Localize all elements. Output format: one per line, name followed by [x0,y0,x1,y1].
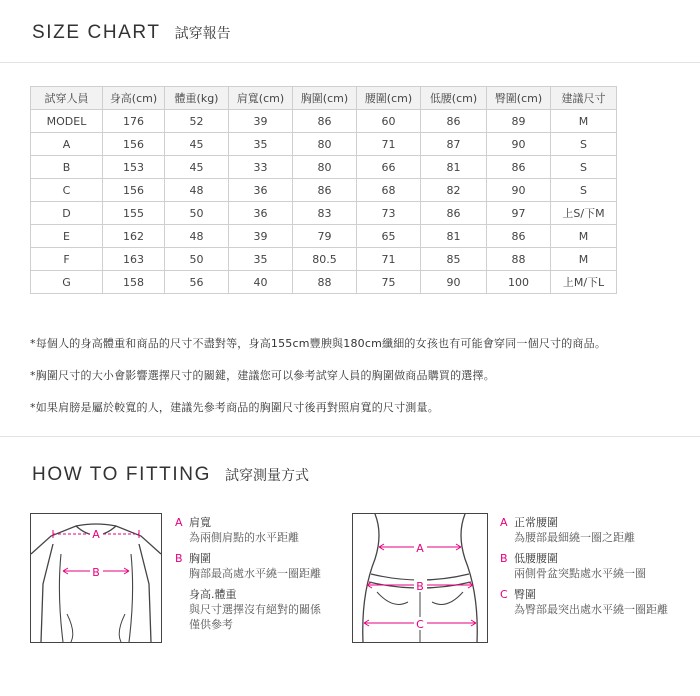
table-header-row [31,87,617,110]
table-cell: 86 [421,202,487,225]
table-cell: 35 [229,133,293,156]
table-cell: 35 [229,248,293,271]
table-cell: 39 [229,225,293,248]
note-3: *如果肩膀是屬於較寬的人，建議先參考商品的胸圍尺寸後再對照肩寬的尺寸測量。 [30,401,439,414]
table-cell: 73 [357,202,421,225]
legend-key: B [500,552,508,565]
legend-title: 身高.體重 [189,588,237,601]
tester-name-cell: B [31,156,103,179]
table-row [31,202,617,225]
column-header: 臀圍(cm) [487,87,551,110]
table-cell: 71 [357,248,421,271]
table-cell: 176 [103,110,165,133]
table-cell: 158 [103,271,165,294]
tester-name-cell: A [31,133,103,156]
table-cell: 52 [165,110,229,133]
column-header: 胸圍(cm) [293,87,357,110]
table-cell: 80 [293,133,357,156]
how-to-header [32,464,309,486]
table-cell: 80 [293,156,357,179]
legend-desc: 為臀部最突出處水平繞一圈距離 [514,603,668,616]
table-cell: 88 [487,248,551,271]
table-cell: 71 [357,133,421,156]
table-cell: 45 [165,156,229,179]
table-cell: 83 [293,202,357,225]
tester-name-cell: G [31,271,103,294]
marker-a: A [416,542,424,555]
table-cell: 81 [421,225,487,248]
table-cell: 156 [103,179,165,202]
table-row [31,248,617,271]
table-cell: S [551,133,617,156]
legend-item [500,587,668,617]
table-cell: 56 [165,271,229,294]
table-cell: 82 [421,179,487,202]
table-cell: 86 [487,156,551,179]
table-cell: 60 [357,110,421,133]
bottom-body-illustration [353,514,487,642]
table-cell: 50 [165,248,229,271]
note-1: *每個人的身高體重和商品的尺寸不盡對等，身高155cm豐腴與180cm纖細的女孩也有可能會穿同一個尺寸的商品。 [30,337,607,350]
legend-desc: 與尺寸選擇沒有絕對的關係 [189,603,321,616]
table-row [31,156,617,179]
legend-item [175,587,321,632]
tester-name-cell: MODEL [31,110,103,133]
tester-name-cell: C [31,179,103,202]
size-table [30,86,617,294]
table-cell: 90 [487,179,551,202]
column-header: 試穿人員 [31,87,103,110]
legend-title: 正常腰圍 [514,516,558,529]
table-cell: 155 [103,202,165,225]
table-cell: 80.5 [293,248,357,271]
table-cell: 68 [357,179,421,202]
size-chart-header [32,22,231,44]
legend-item [500,551,668,581]
marker-c: C [416,618,424,631]
table-cell: 40 [229,271,293,294]
table-cell: 33 [229,156,293,179]
divider [0,436,700,437]
legend-key: B [175,552,183,565]
legend-desc-2: 僅供參考 [189,618,233,631]
legend-key: A [175,516,183,529]
column-header: 肩寬(cm) [229,87,293,110]
table-cell: 50 [165,202,229,225]
table-cell: 85 [421,248,487,271]
legend-item [500,515,668,545]
table-cell: 81 [421,156,487,179]
table-cell: 66 [357,156,421,179]
table-cell: 79 [293,225,357,248]
table-cell: 153 [103,156,165,179]
legend-desc: 兩側骨盆突點處水平繞一圈 [514,567,646,580]
note-2: *胸圍尺寸的大小會影響選擇尺寸的關鍵，建議您可以參考試穿人員的胸圍做商品購買的選擇。 [30,369,495,382]
table-cell: 86 [293,179,357,202]
size-chart-title: SIZE CHART [32,22,161,43]
table-body [31,110,617,294]
table-cell: 88 [293,271,357,294]
table-cell: 上S/下M [551,202,617,225]
table-cell: 100 [487,271,551,294]
table-cell: 86 [293,110,357,133]
table-cell: 86 [487,225,551,248]
table-cell: 上M/下L [551,271,617,294]
table-cell: M [551,248,617,271]
table-row [31,110,617,133]
legend-title: 臀圍 [514,588,536,601]
table-row [31,133,617,156]
legend-desc: 為腰部最細繞一圈之距離 [514,531,635,544]
divider [0,62,700,63]
how-to-subtitle: 試穿測量方式 [224,468,309,484]
table-cell: M [551,225,617,248]
tester-name-cell: D [31,202,103,225]
legend-title: 肩寬 [189,516,211,529]
legend-desc: 胸部最高處水平繞一圈距離 [189,567,321,580]
table-cell: 86 [421,110,487,133]
table-cell: S [551,179,617,202]
table-cell: 39 [229,110,293,133]
table-cell: S [551,156,617,179]
table-row [31,271,617,294]
table-cell: 163 [103,248,165,271]
marker-b: B [92,566,100,579]
table-cell: 45 [165,133,229,156]
tester-name-cell: F [31,248,103,271]
top-legend [175,515,321,638]
table-row [31,225,617,248]
column-header: 建議尺寸 [551,87,617,110]
size-chart-subtitle: 試穿報告 [174,26,231,42]
column-header: 腰圍(cm) [357,87,421,110]
table-cell: 48 [165,225,229,248]
bottom-legend [500,515,668,623]
top-body-figure [30,513,162,643]
legend-title: 低腰腰圍 [514,552,558,565]
table-cell: 97 [487,202,551,225]
legend-title: 胸圍 [189,552,211,565]
tester-name-cell: E [31,225,103,248]
table-cell: 89 [487,110,551,133]
table-cell: 48 [165,179,229,202]
column-header: 體重(kg) [165,87,229,110]
column-header: 身高(cm) [103,87,165,110]
legend-desc: 為兩側肩點的水平距離 [189,531,299,544]
table-cell: 90 [487,133,551,156]
legend-item [175,515,321,545]
marker-b: B [416,580,424,593]
column-header: 低腰(cm) [421,87,487,110]
table-cell: 36 [229,202,293,225]
bottom-body-figure [352,513,488,643]
table-cell: 36 [229,179,293,202]
legend-item [175,551,321,581]
table-cell: 156 [103,133,165,156]
table-cell: M [551,110,617,133]
legend-key: C [500,588,508,601]
marker-a: A [92,528,100,541]
table-cell: 87 [421,133,487,156]
table-cell: 162 [103,225,165,248]
table-row [31,179,617,202]
legend-key: A [500,516,508,529]
table-cell: 90 [421,271,487,294]
table-cell: 65 [357,225,421,248]
how-to-title: HOW TO FITTING [32,464,211,485]
table-cell: 75 [357,271,421,294]
top-body-illustration [31,514,161,642]
